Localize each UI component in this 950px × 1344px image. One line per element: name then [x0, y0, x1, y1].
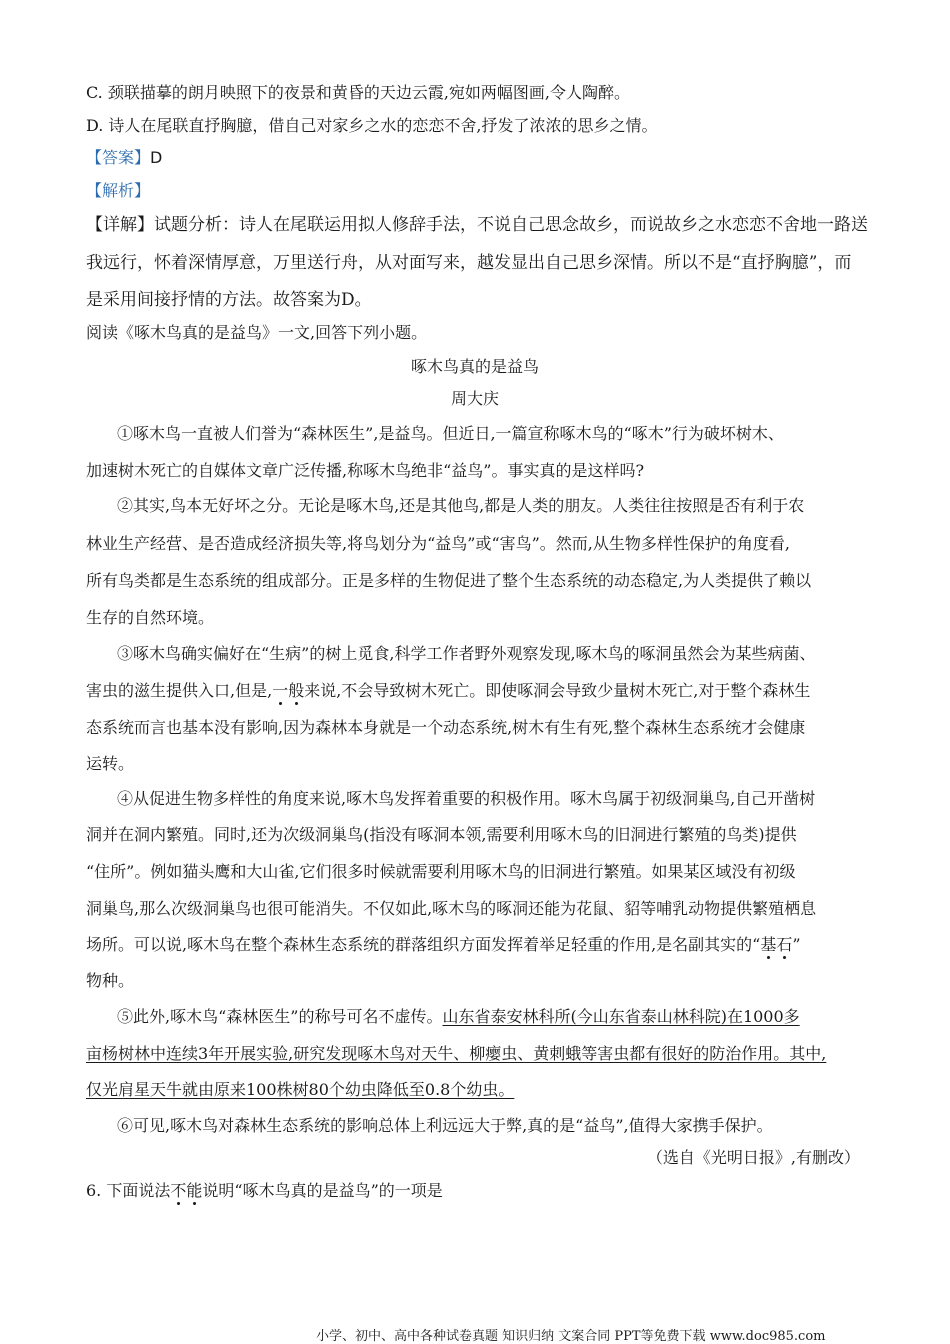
p2-line-4: 生存的自然环境。 — [86, 608, 215, 627]
p5-line-2: 亩杨树林中连续3年开展实验,研究发现啄木鸟对天牛、柳瘿虫、黄刺蛾等害虫都有很好的防治作用。其中, — [86, 1044, 827, 1063]
emphasis-char: 能 — [186, 1181, 203, 1200]
p3-line-3: 态系统而言也基本没有影响,因为森林本身就是一个动态系统,树木有生有死,整个森林生态系统才会健康 — [86, 718, 806, 737]
p5-line-3: 仅光肩星天牛就由原来100株树80个幼虫降低至0.8个幼虫。 — [86, 1080, 515, 1099]
p4-line-6: 物种。 — [86, 971, 135, 990]
p3-text: 来说,不会导致树木死亡。即使啄洞会导致少量树木死亡,对于整个森林生 — [304, 681, 811, 700]
p4-text: ” — [792, 935, 801, 954]
question-text: 6. 下面说法 — [86, 1181, 171, 1200]
article-source: （选自《光明日报》,有删改） — [646, 1148, 860, 1167]
detail-text-1: 试题分析：诗人在尾联运用拟人修辞手法，不说自己思念故乡，而说故乡之水恋恋不舍地一路送 — [154, 215, 868, 235]
p3-text: 害虫的滋生提供入口,但是, — [86, 681, 273, 700]
article-title: 啄木鸟真的是益鸟 — [410, 357, 539, 376]
p2-line-1: ②其实,鸟本无好坏之分。无论是啄木鸟,还是其他鸟,都是人类的朋友。人类往往按照是否有利于农 — [117, 496, 805, 515]
emphasis-char: 基 — [760, 935, 777, 954]
p3-line-1: ③啄木鸟确实偏好在“生病”的树上觅食,科学工作者野外观察发现,啄木鸟的啄洞虽然会为某些病菌、 — [117, 644, 816, 663]
answer-label: 【答案】 — [86, 148, 151, 167]
p2-line-2: 林业生产经营、是否造成经济损失等,将鸟划分为“益鸟”或“害鸟”。然而,从生物多样性保护的角度看, — [86, 534, 790, 553]
p5-line-1 — [117, 1007, 800, 1027]
detail-line-1 — [86, 215, 868, 235]
option-d: D. 诗人在尾联直抒胸臆，借自己对家乡之水的恋恋不舍,抒发了浓浓的思乡之情。 — [86, 116, 658, 135]
detail-line-2: 我远行，怀着深情厚意，万里送行舟，从对面写来，越发显出自己思乡深情。所以不是“直抒胸臆”，而 — [86, 253, 852, 273]
p3-line-4: 运转。 — [86, 754, 135, 773]
p5-text: ⑤此外,啄木鸟“森林医生”的称号可名不虚传。 — [117, 1007, 443, 1026]
p1-line-1: ①啄木鸟一直被人们誉为“森林医生”,是益鸟。但近日,一篇宣称啄木鸟的“啄木”行为破坏树木、 — [117, 424, 784, 443]
emphasis-char: 不 — [170, 1181, 187, 1200]
p4-text: 场所。可以说,啄木鸟在整个森林生态系统的群落组织方面发挥着举足轻重的作用,是名副其实的“ — [86, 935, 761, 954]
detail-label: 【详解】 — [86, 215, 154, 235]
detail-line-3: 是采用间接抒情的方法。故答案为D。 — [86, 290, 372, 310]
emphasis-char: 石 — [776, 935, 793, 954]
p4-line-5 — [86, 935, 801, 955]
p3-line-2 — [86, 681, 810, 701]
p4-line-4: 洞巢鸟,那么次级洞巢鸟也很可能消失。不仅如此,啄木鸟的啄洞还能为花鼠、貂等哺乳动物提供繁殖栖息 — [86, 899, 817, 918]
p4-line-3: “住所”。例如猫头鹰和大山雀,它们很多时候就需要利用啄木鸟的旧洞进行繁殖。如果某区域没有初级 — [86, 862, 796, 881]
answer-value: D — [150, 148, 163, 167]
p1-line-2: 加速树木死亡的自媒体文章广泛传播,称啄木鸟绝非“益鸟”。事实真的是这样吗? — [86, 461, 645, 480]
article-author: 周大庆 — [450, 389, 499, 408]
analysis-label: 【解析】 — [86, 181, 151, 200]
p4-line-1: ④从促进生物多样性的角度来说,啄木鸟发挥着重要的积极作用。啄木鸟属于初级洞巢鸟,自己开凿树 — [117, 789, 816, 808]
footer-watermark: 小学、初中、高中各种试卷真题 知识归纳 文案合同 PPT等免费下载 www.doc985.com — [316, 1329, 826, 1344]
question-6 — [86, 1181, 443, 1201]
emphasis-char: 一 — [272, 681, 289, 700]
p5-underlined: 山东省泰安林科所(今山东省泰山林科院)在1000多 — [442, 1007, 800, 1026]
option-c: C. 颈联描摹的朗月映照下的夜景和黄昏的天边云霞,宛如两幅图画,令人陶醉。 — [86, 83, 631, 102]
p6-line: ⑥可见,啄木鸟对森林生态系统的影响总体上利远远大于弊,真的是“益鸟”,值得大家携手保护。 — [117, 1116, 773, 1135]
emphasis-char: 般 — [288, 681, 305, 700]
p2-line-3: 所有鸟类都是生态系统的组成部分。正是多样的生物促进了整个生态系统的动态稳定,为人类提供了赖以 — [86, 571, 812, 590]
question-text: 说明“啄木鸟真的是益鸟”的一项是 — [202, 1181, 443, 1200]
p4-line-2: 洞并在洞内繁殖。同时,还为次级洞巢鸟(指没有啄洞本领,需要利用啄木鸟的旧洞进行繁殖的鸟类)提供 — [86, 825, 797, 844]
reading-intro: 阅读《啄木鸟真的是益鸟》一文,回答下列小题。 — [86, 323, 428, 342]
answer-line — [86, 148, 162, 168]
